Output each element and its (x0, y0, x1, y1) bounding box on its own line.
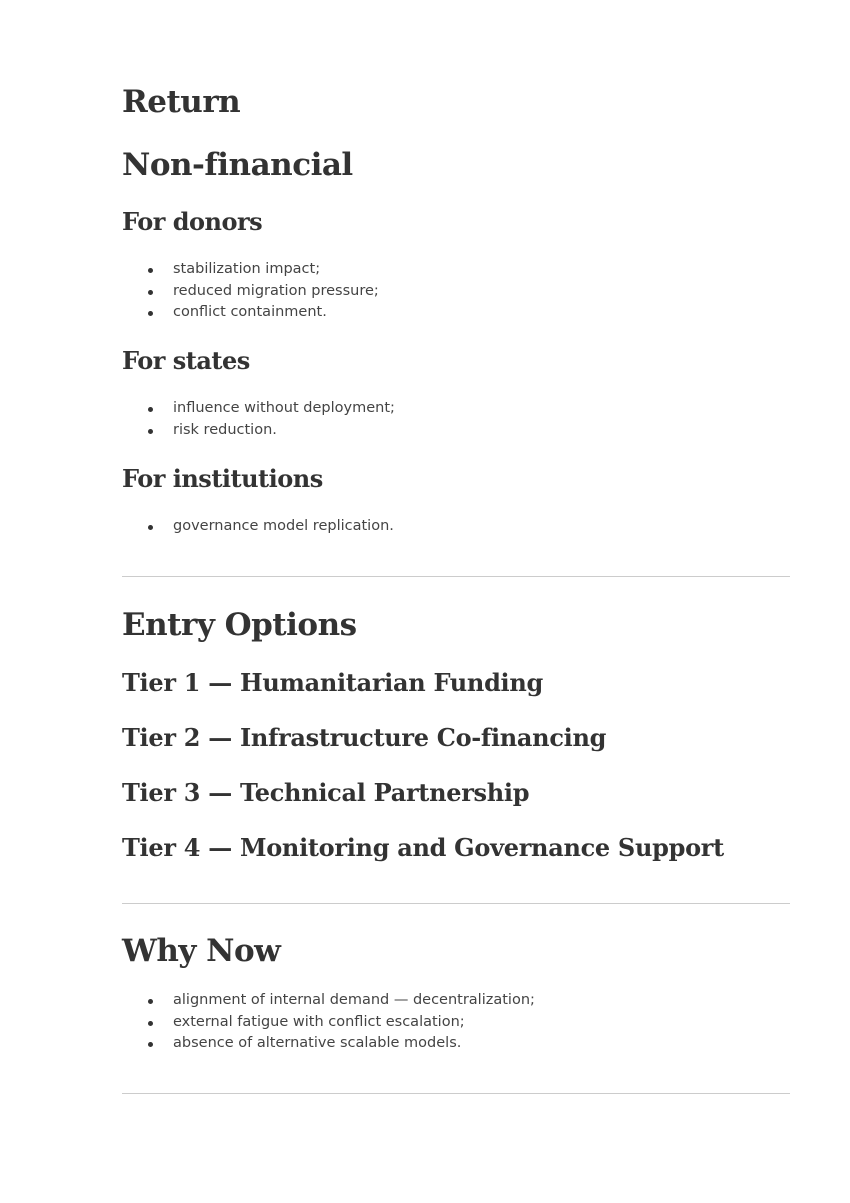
list-item: conflict containment. (122, 302, 790, 324)
section-divider (122, 1093, 790, 1094)
institutions-list (122, 516, 790, 538)
list-item: stabilization impact; (122, 259, 790, 281)
institutions-heading: For institutions (122, 464, 323, 493)
section-divider (122, 903, 790, 904)
list-item: alignment of internal demand — decentralization; (122, 990, 790, 1012)
non-financial-heading: Non-financial (122, 147, 353, 183)
list-item: risk reduction. (122, 420, 790, 442)
tier-3-heading: Tier 3 — Technical Partnership (122, 778, 530, 807)
section-divider (122, 576, 790, 577)
list-item: influence without deployment; (122, 398, 790, 420)
tier-4-heading: Tier 4 — Monitoring and Governance Support (122, 833, 724, 862)
entry-options-heading: Entry Options (122, 607, 357, 643)
list-item: external fatigue with conflict escalation; (122, 1012, 790, 1034)
return-heading: Return (122, 84, 241, 120)
why-now-list (122, 990, 790, 1055)
why-now-heading: Why Now (122, 933, 281, 969)
states-list (122, 398, 790, 441)
states-heading: For states (122, 346, 250, 375)
list-item: governance model replication. (122, 516, 790, 538)
tier-1-heading: Tier 1 — Humanitarian Funding (122, 668, 543, 697)
list-item: reduced migration pressure; (122, 281, 790, 303)
list-item: absence of alternative scalable models. (122, 1033, 790, 1055)
tier-2-heading: Tier 2 — Infrastructure Co-financing (122, 723, 607, 752)
donors-heading: For donors (122, 207, 263, 236)
donors-list (122, 259, 790, 324)
